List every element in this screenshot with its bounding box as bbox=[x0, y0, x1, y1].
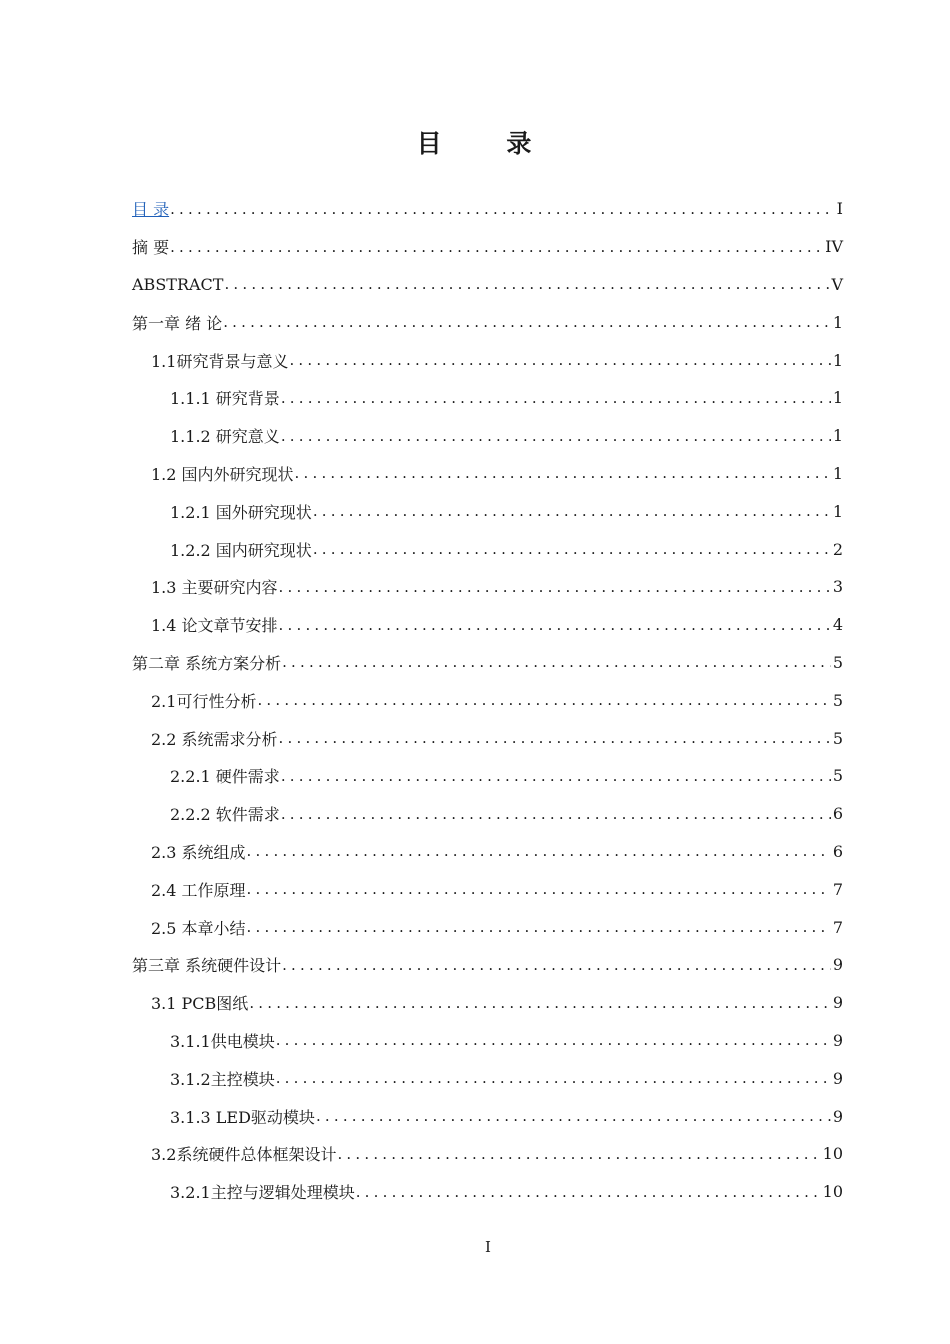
toc-leader-dots bbox=[280, 767, 831, 785]
toc-leader-dots bbox=[336, 1145, 820, 1163]
toc-entry-title: 2.1可行性分析 bbox=[151, 691, 257, 711]
toc-leader-dots bbox=[275, 1031, 831, 1049]
toc-entry-page: 1 bbox=[832, 388, 843, 408]
toc-entry[interactable] bbox=[132, 190, 843, 228]
toc-leader-dots bbox=[312, 502, 831, 520]
toc-entry-title: 2.2 系统需求分析 bbox=[151, 729, 278, 749]
toc-entry[interactable] bbox=[132, 870, 843, 908]
toc-entry[interactable] bbox=[132, 1135, 843, 1173]
toc-leader-dots bbox=[169, 200, 835, 218]
toc-entry-title: 3.1.1供电模块 bbox=[170, 1031, 275, 1051]
toc-entry[interactable] bbox=[132, 341, 843, 379]
toc-entry-page: 1 bbox=[832, 426, 843, 446]
toc-entry-page: 10 bbox=[822, 1144, 843, 1164]
toc-entry[interactable] bbox=[132, 530, 843, 568]
toc-entry-page: 9 bbox=[832, 955, 843, 975]
toc-leader-dots bbox=[278, 578, 831, 596]
toc-entry-page: 6 bbox=[832, 841, 843, 861]
toc-entry-title: 1.1.2 研究意义 bbox=[170, 427, 280, 447]
toc-entry[interactable] bbox=[132, 644, 843, 682]
toc-entry-page: 9 bbox=[832, 993, 843, 1013]
toc-entry-title: 1.2 国内外研究现状 bbox=[151, 464, 294, 484]
toc-entry-page: 1 bbox=[832, 350, 843, 370]
toc-entry-title: 第三章 系统硬件设计 bbox=[132, 956, 282, 976]
toc-leader-dots bbox=[288, 351, 830, 369]
toc-entry-page: 6 bbox=[832, 804, 843, 824]
toc-entry-page: 5 bbox=[832, 728, 843, 748]
toc-entry-page: 4 bbox=[832, 615, 843, 635]
toc-entry-title: 1.4 论文章节安排 bbox=[151, 616, 278, 636]
toc-entry[interactable] bbox=[132, 1173, 843, 1211]
page-number: I bbox=[485, 1238, 491, 1256]
toc-leader-dots bbox=[169, 238, 823, 256]
toc-entry-page: 10 bbox=[822, 1182, 843, 1202]
toc-entry-page: I bbox=[836, 199, 843, 219]
toc-entry-title[interactable]: 目 录 bbox=[132, 200, 170, 220]
toc-entry[interactable] bbox=[132, 266, 843, 304]
toc-entry-title: 2.3 系统组成 bbox=[151, 842, 246, 862]
toc-leader-dots bbox=[246, 880, 831, 898]
toc-entry[interactable] bbox=[132, 455, 843, 493]
toc-entry-page: 7 bbox=[832, 879, 843, 899]
toc-entry-page: 9 bbox=[832, 1106, 843, 1126]
toc-entry[interactable] bbox=[132, 946, 843, 984]
toc-entry[interactable] bbox=[132, 1059, 843, 1097]
toc-entry-title: ABSTRACT bbox=[132, 274, 224, 294]
toc-entry[interactable] bbox=[132, 417, 843, 455]
toc-entry-page: V bbox=[831, 274, 843, 294]
toc-leader-dots bbox=[246, 842, 831, 860]
toc-entry-title: 1.3 主要研究内容 bbox=[151, 578, 278, 598]
toc-leader-dots bbox=[281, 956, 831, 974]
toc-entry-title: 第一章 绪 论 bbox=[132, 313, 223, 333]
toc-entry[interactable] bbox=[132, 606, 843, 644]
toc-entry-page: 5 bbox=[832, 652, 843, 672]
toc-entry-page: 3 bbox=[832, 577, 843, 597]
toc-leader-dots bbox=[248, 994, 831, 1012]
toc-entry-title: 第二章 系统方案分析 bbox=[132, 653, 282, 673]
toc-entry-title: 2.5 本章小结 bbox=[151, 918, 246, 938]
toc-entry[interactable] bbox=[132, 1097, 843, 1135]
toc-entry[interactable] bbox=[132, 757, 843, 795]
table-of-contents bbox=[132, 190, 843, 1211]
toc-entry-title: 1.1.1 研究背景 bbox=[170, 389, 280, 409]
toc-entry[interactable] bbox=[132, 379, 843, 417]
toc-entry[interactable] bbox=[132, 719, 843, 757]
toc-leader-dots bbox=[312, 540, 831, 558]
toc-entry-title: 摘 要 bbox=[132, 238, 170, 258]
toc-entry[interactable] bbox=[132, 908, 843, 946]
toc-leader-dots bbox=[315, 1107, 831, 1125]
toc-entry-title: 1.2.2 国内研究现状 bbox=[170, 540, 312, 560]
toc-entry[interactable] bbox=[132, 984, 843, 1022]
toc-entry[interactable] bbox=[132, 568, 843, 606]
toc-leader-dots bbox=[246, 918, 831, 936]
toc-entry-page: 7 bbox=[832, 917, 843, 937]
toc-entry-title: 3.2.1主控与逻辑处理模块 bbox=[170, 1183, 355, 1203]
toc-entry-page: 9 bbox=[832, 1030, 843, 1050]
toc-leader-dots bbox=[294, 464, 831, 482]
toc-entry-title: 3.1.2主控模块 bbox=[170, 1069, 275, 1089]
toc-entry-title: 1.2.1 国外研究现状 bbox=[170, 502, 312, 522]
toc-entry[interactable] bbox=[132, 833, 843, 871]
toc-leader-dots bbox=[278, 729, 831, 747]
toc-leader-dots bbox=[278, 616, 831, 634]
toc-leader-dots bbox=[275, 1069, 831, 1087]
toc-entry[interactable] bbox=[132, 303, 843, 341]
toc-entry-page: 5 bbox=[832, 766, 843, 786]
toc-entry[interactable] bbox=[132, 681, 843, 719]
toc-entry-page: 9 bbox=[832, 1068, 843, 1088]
toc-leader-dots bbox=[223, 275, 829, 293]
toc-entry[interactable] bbox=[132, 1022, 843, 1060]
toc-entry-page: 1 bbox=[832, 501, 843, 521]
toc-entry-page: 2 bbox=[832, 539, 843, 559]
toc-entry-title: 3.2系统硬件总体框架设计 bbox=[151, 1145, 337, 1165]
toc-entry[interactable] bbox=[132, 492, 843, 530]
toc-entry-title: 2.2.2 软件需求 bbox=[170, 805, 280, 825]
toc-leader-dots bbox=[355, 1183, 821, 1201]
toc-leader-dots bbox=[256, 691, 830, 709]
toc-entry-page: 1 bbox=[832, 312, 843, 332]
toc-entry[interactable] bbox=[132, 228, 843, 266]
page-title: 目 录 bbox=[416, 129, 560, 158]
toc-entry[interactable] bbox=[132, 795, 843, 833]
toc-leader-dots bbox=[280, 389, 831, 407]
toc-leader-dots bbox=[281, 653, 831, 671]
toc-entry-title: 2.4 工作原理 bbox=[151, 880, 246, 900]
toc-leader-dots bbox=[280, 805, 831, 823]
toc-entry-title: 3.1 PCB图纸 bbox=[151, 994, 249, 1014]
toc-entry-title: 3.1.3 LED驱动模块 bbox=[170, 1107, 315, 1127]
toc-entry-title: 2.2.1 硬件需求 bbox=[170, 767, 280, 787]
toc-leader-dots bbox=[222, 313, 831, 331]
toc-entry-page: 5 bbox=[832, 690, 843, 710]
toc-entry-title: 1.1研究背景与意义 bbox=[151, 351, 289, 371]
toc-entry-page: 1 bbox=[832, 463, 843, 483]
toc-entry-page: IV bbox=[825, 237, 843, 257]
toc-leader-dots bbox=[280, 427, 831, 445]
